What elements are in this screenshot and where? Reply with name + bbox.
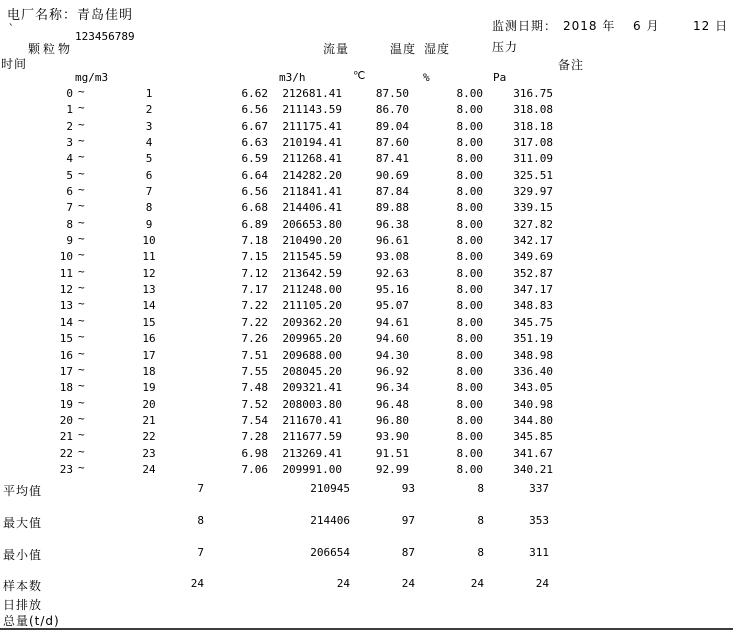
flow-value: 206653.80 (282, 217, 342, 231)
summary-temp-value: 93 (401, 482, 415, 495)
pressure-value: 342.17 (513, 234, 553, 248)
pm-value: 7.22 (241, 315, 268, 329)
hour-start-value: 17 (59, 364, 73, 378)
pm-value: 7.12 (241, 266, 268, 280)
hour-start-value: 21 (59, 430, 73, 444)
hour-end-value: 15 (142, 315, 156, 329)
hour-end-value: 21 (142, 413, 156, 427)
table-row (0, 150, 751, 166)
col-header-remark: 备注 (558, 58, 585, 72)
temp-value: 89.88 (375, 201, 409, 215)
unit-temp: ℃ (353, 69, 366, 82)
total-label: 总量(t/d) (3, 614, 60, 628)
col-header-temp: 温度 (390, 42, 417, 56)
humidity-value: 8.00 (456, 87, 483, 100)
table-row (0, 412, 751, 428)
pressure-value: 340.21 (513, 462, 553, 476)
humidity-value: 8.00 (456, 348, 483, 362)
table-row (0, 461, 751, 477)
table-row (0, 118, 751, 134)
pm-value: 6.68 (241, 201, 268, 215)
tilde-mark: ~ (78, 444, 85, 458)
humidity-value: 8.00 (456, 250, 483, 264)
hour-start-value: 0 (66, 87, 73, 100)
temp-value: 93.08 (375, 250, 409, 264)
table-row (0, 216, 751, 232)
tilde-mark: ~ (78, 215, 85, 229)
summary-row (0, 514, 751, 529)
summary-humidity-value: 8 (477, 482, 484, 495)
bottom-divider (0, 628, 733, 630)
hour-start-value: 19 (59, 397, 73, 411)
pressure-value: 318.08 (513, 103, 553, 117)
pressure-value: 329.97 (513, 185, 553, 199)
tilde-mark: ~ (78, 134, 85, 148)
tilde-mark: ~ (78, 411, 85, 425)
pm-value: 6.67 (241, 119, 268, 133)
tilde-mark: ~ (78, 248, 85, 262)
tilde-mark: ~ (78, 264, 85, 278)
unit-pm: mg/m3 (75, 71, 109, 84)
pm-value: 7.06 (241, 462, 268, 476)
tilde-mark: ~ (78, 330, 85, 344)
plant-name-label: 电厂名称： (7, 8, 78, 23)
pm-value: 7.48 (241, 381, 268, 395)
pressure-value: 339.15 (513, 201, 553, 215)
tilde-mark: ~ (78, 395, 85, 409)
col-header-humidity: 湿度 (424, 42, 451, 56)
humidity-value: 8.00 (456, 168, 483, 182)
pressure-value: 343.05 (513, 381, 553, 395)
summary-humidity-value: 8 (477, 546, 484, 559)
temp-value: 96.34 (375, 381, 409, 395)
hour-end-value: 4 (145, 136, 153, 150)
hour-start-value: 20 (59, 413, 73, 427)
pm-value: 6.56 (241, 103, 268, 117)
tilde-mark: ~ (78, 199, 85, 213)
flow-value: 209688.00 (282, 348, 342, 362)
hour-start-value: 5 (66, 168, 73, 182)
table-row (0, 101, 751, 117)
humidity-value: 8.00 (456, 266, 483, 280)
summary-humidity-value: 24 (470, 577, 484, 590)
tilde-mark: ~ (78, 281, 85, 295)
tilde-mark: ~ (78, 346, 85, 360)
monitor-date-label: 监测日期： (492, 19, 558, 33)
table-row (0, 347, 751, 363)
table-row (0, 199, 751, 215)
hour-start-value: 3 (66, 136, 73, 150)
flow-value: 208003.80 (282, 397, 342, 411)
tilde-mark: ~ (78, 428, 85, 442)
pm-value: 7.54 (241, 413, 268, 427)
temp-value: 96.92 (375, 364, 409, 378)
table-row (0, 379, 751, 395)
pm-value: 7.22 (241, 299, 268, 313)
temp-value: 96.48 (375, 397, 409, 411)
hour-end-value: 23 (142, 446, 156, 460)
flow-value: 211268.41 (282, 152, 342, 166)
hour-start-value: 9 (66, 234, 73, 248)
col-header-flow: 流量 (323, 42, 350, 56)
monitor-date-month: 6 月 (633, 19, 660, 33)
temp-value: 89.04 (375, 119, 409, 133)
hour-end-value: 10 (142, 234, 156, 248)
summary-label: 最大值 (3, 516, 43, 530)
pressure-value: 352.87 (513, 266, 553, 280)
flow-value: 211841.41 (282, 185, 342, 199)
hour-start-value: 2 (66, 119, 73, 133)
hour-end-value: 24 (142, 462, 156, 476)
pm-value: 7.18 (241, 234, 268, 248)
table-row (0, 396, 751, 412)
temp-value: 96.80 (375, 413, 409, 427)
humidity-value: 8.00 (456, 299, 483, 313)
hourly-data-rows (0, 85, 751, 477)
hour-start-value: 7 (66, 201, 73, 215)
hour-end-value: 13 (142, 283, 156, 297)
humidity-value: 8.00 (456, 397, 483, 411)
summary-pressure-value: 311 (529, 546, 549, 559)
summary-row (0, 546, 751, 561)
flow-value: 209965.20 (282, 332, 342, 346)
flow-value: 212681.41 (282, 87, 342, 100)
monitor-date-day: 12 日 (693, 19, 729, 33)
hour-end-value: 18 (142, 364, 156, 378)
summary-pm-value: 8 (197, 514, 204, 527)
hour-start-value: 23 (59, 462, 73, 476)
hour-end-value: 8 (145, 201, 153, 215)
summary-row (0, 482, 751, 497)
hour-end-value: 5 (145, 152, 153, 166)
hour-start-value: 16 (59, 348, 73, 362)
temp-value: 90.69 (375, 168, 409, 182)
tilde-mark: ~ (78, 460, 85, 474)
summary-flow-value: 24 (336, 577, 350, 590)
plant-name-line (7, 4, 133, 23)
table-row (0, 330, 751, 346)
flow-value: 209321.41 (282, 381, 342, 395)
hour-end-value: 6 (145, 168, 153, 182)
summary-temp-value: 87 (401, 546, 415, 559)
hour-start-value: 11 (59, 266, 73, 280)
col-header-time: 时间 (1, 57, 28, 71)
hour-end-value: 1 (145, 87, 153, 100)
table-row (0, 232, 751, 248)
temp-value: 95.16 (375, 283, 409, 297)
unit-pressure: Pa (493, 71, 507, 84)
temp-value: 93.90 (375, 430, 409, 444)
hour-start-value: 22 (59, 446, 73, 460)
summary-flow-value: 210945 (310, 482, 350, 495)
pressure-value: 340.98 (513, 397, 553, 411)
humidity-value: 8.00 (456, 152, 483, 166)
flow-value: 209991.00 (282, 462, 342, 476)
temp-value: 87.50 (375, 87, 409, 100)
tilde-mark: ~ (78, 166, 85, 180)
pm-value: 6.59 (241, 152, 268, 166)
pressure-value: 316.75 (513, 87, 553, 100)
table-row (0, 297, 751, 313)
table-row (0, 445, 751, 461)
summary-temp-value: 24 (401, 577, 415, 590)
tilde-mark: ~ (78, 232, 85, 246)
humidity-value: 8.00 (456, 201, 483, 215)
pm-value: 7.55 (241, 364, 268, 378)
summary-humidity-value: 8 (477, 514, 484, 527)
hour-end-value: 20 (142, 397, 156, 411)
temp-value: 94.30 (375, 348, 409, 362)
summary-label: 样本数 (3, 579, 43, 593)
hour-end-value: 12 (142, 266, 156, 280)
humidity-value: 8.00 (456, 234, 483, 248)
pm-value: 7.28 (241, 430, 268, 444)
pressure-value: 348.83 (513, 299, 553, 313)
hour-start-value: 8 (66, 217, 73, 231)
tilde-mark: ~ (78, 362, 85, 376)
table-row (0, 85, 751, 101)
temp-value: 91.51 (375, 446, 409, 460)
summary-row (0, 577, 751, 592)
hour-end-value: 11 (142, 250, 156, 264)
pressure-value: 318.18 (513, 119, 553, 133)
humidity-value: 8.00 (456, 430, 483, 444)
hour-start-value: 4 (66, 152, 73, 166)
pm-value: 6.89 (241, 217, 268, 231)
table-row (0, 265, 751, 281)
table-row (0, 363, 751, 379)
flow-value: 211677.59 (282, 430, 342, 444)
pm-value: 7.52 (241, 397, 268, 411)
pressure-value: 317.08 (513, 136, 553, 150)
tilde-mark: ~ (78, 313, 85, 327)
table-row (0, 167, 751, 183)
hour-start-value: 15 (59, 332, 73, 346)
pressure-value: 351.19 (513, 332, 553, 346)
pm-value: 7.17 (241, 283, 268, 297)
flow-value: 214282.20 (282, 168, 342, 182)
unit-flow: m3/h (279, 71, 306, 84)
temp-value: 96.61 (375, 234, 409, 248)
flow-value: 208045.20 (282, 364, 342, 378)
tilde-mark: ~ (78, 85, 85, 98)
temp-value: 94.60 (375, 332, 409, 346)
flow-value: 214406.41 (282, 201, 342, 215)
pressure-value: 348.98 (513, 348, 553, 362)
summary-label: 最小值 (3, 548, 43, 562)
temp-value: 87.60 (375, 136, 409, 150)
summary-pm-value: 7 (197, 482, 204, 495)
temp-value: 87.41 (375, 152, 409, 166)
hour-start-value: 10 (59, 250, 73, 264)
hour-end-value: 14 (142, 299, 156, 313)
tilde-mark: ~ (78, 379, 85, 393)
pressure-value: 344.80 (513, 413, 553, 427)
col-header-pm: 颗粒物 (28, 42, 74, 56)
summary-temp-value: 97 (401, 514, 415, 527)
humidity-value: 8.00 (456, 217, 483, 231)
pm-value: 6.62 (241, 87, 268, 100)
pressure-value: 325.51 (513, 168, 553, 182)
plant-name-value: 青岛佳明 (77, 8, 134, 23)
pressure-value: 345.85 (513, 430, 553, 444)
tilde-mark: ~ (78, 297, 85, 311)
hour-end-value: 16 (142, 332, 156, 346)
hour-end-value: 9 (145, 217, 153, 231)
plant-code: 123456789 (75, 30, 135, 43)
table-row (0, 183, 751, 199)
humidity-value: 8.00 (456, 462, 483, 476)
table-row (0, 428, 751, 444)
table-row (0, 134, 751, 150)
flow-value: 211248.00 (282, 283, 342, 297)
humidity-value: 8.00 (456, 136, 483, 150)
pm-value: 6.98 (241, 446, 268, 460)
pressure-value: 311.09 (513, 152, 553, 166)
temp-value: 94.61 (375, 315, 409, 329)
pm-value: 7.15 (241, 250, 268, 264)
pressure-value: 347.17 (513, 283, 553, 297)
monitor-date-year: 2018 年 (563, 19, 616, 33)
flow-value: 211545.59 (282, 250, 342, 264)
flow-value: 213269.41 (282, 446, 342, 460)
humidity-value: 8.00 (456, 185, 483, 199)
tilde-mark: ~ (78, 101, 85, 115)
hour-end-value: 2 (145, 103, 153, 117)
pm-value: 7.26 (241, 332, 268, 346)
table-row (0, 248, 751, 264)
summary-pm-value: 7 (197, 546, 204, 559)
daily-emission-label: 日排放 (3, 598, 43, 612)
pm-value: 6.56 (241, 185, 268, 199)
flow-value: 209362.20 (282, 315, 342, 329)
hour-start-value: 12 (59, 283, 73, 297)
unit-humidity: % (423, 71, 430, 84)
pm-value: 6.63 (241, 136, 268, 150)
table-row (0, 314, 751, 330)
flow-value: 211105.20 (282, 299, 342, 313)
col-header-pressure: 压力 (492, 40, 519, 54)
temp-value: 92.99 (375, 462, 409, 476)
flow-value: 210194.41 (282, 136, 342, 150)
flow-value: 211670.41 (282, 413, 342, 427)
tilde-mark: ~ (78, 117, 85, 131)
summary-flow-value: 206654 (310, 546, 350, 559)
hour-end-value: 7 (145, 185, 153, 199)
humidity-value: 8.00 (456, 283, 483, 297)
pressure-value: 327.82 (513, 217, 553, 231)
temp-value: 86.70 (375, 103, 409, 117)
pm-value: 6.64 (241, 168, 268, 182)
summary-pm-value: 24 (190, 577, 204, 590)
humidity-value: 8.00 (456, 413, 483, 427)
hour-start-value: 18 (59, 381, 73, 395)
flow-value: 211175.41 (282, 119, 342, 133)
tilde-mark: ~ (78, 183, 85, 197)
hour-start-value: 13 (59, 299, 73, 313)
stray-mark: ` (8, 22, 15, 35)
hour-end-value: 22 (142, 430, 156, 444)
temp-value: 87.84 (375, 185, 409, 199)
flow-value: 210490.20 (282, 234, 342, 248)
summary-flow-value: 214406 (310, 514, 350, 527)
humidity-value: 8.00 (456, 103, 483, 117)
flow-value: 211143.59 (282, 103, 342, 117)
table-row (0, 281, 751, 297)
pressure-value: 349.69 (513, 250, 553, 264)
pressure-value: 345.75 (513, 315, 553, 329)
humidity-value: 8.00 (456, 446, 483, 460)
summary-pressure-value: 24 (535, 577, 549, 590)
pm-value: 7.51 (241, 348, 268, 362)
tilde-mark: ~ (78, 150, 85, 164)
summary-label: 平均值 (3, 484, 43, 498)
hour-end-value: 17 (142, 348, 156, 362)
summary-pressure-value: 353 (529, 514, 549, 527)
hour-end-value: 3 (145, 119, 153, 133)
humidity-value: 8.00 (456, 364, 483, 378)
humidity-value: 8.00 (456, 119, 483, 133)
flow-value: 213642.59 (282, 266, 342, 280)
hour-start-value: 1 (66, 103, 73, 117)
summary-pressure-value: 337 (529, 482, 549, 495)
humidity-value: 8.00 (456, 332, 483, 346)
temp-value: 92.63 (375, 266, 409, 280)
humidity-value: 8.00 (456, 381, 483, 395)
hour-start-value: 14 (59, 315, 73, 329)
pressure-value: 341.67 (513, 446, 553, 460)
pressure-value: 336.40 (513, 364, 553, 378)
humidity-value: 8.00 (456, 315, 483, 329)
hour-end-value: 19 (142, 381, 156, 395)
temp-value: 95.07 (375, 299, 409, 313)
hour-start-value: 6 (66, 185, 73, 199)
temp-value: 96.38 (375, 217, 409, 231)
